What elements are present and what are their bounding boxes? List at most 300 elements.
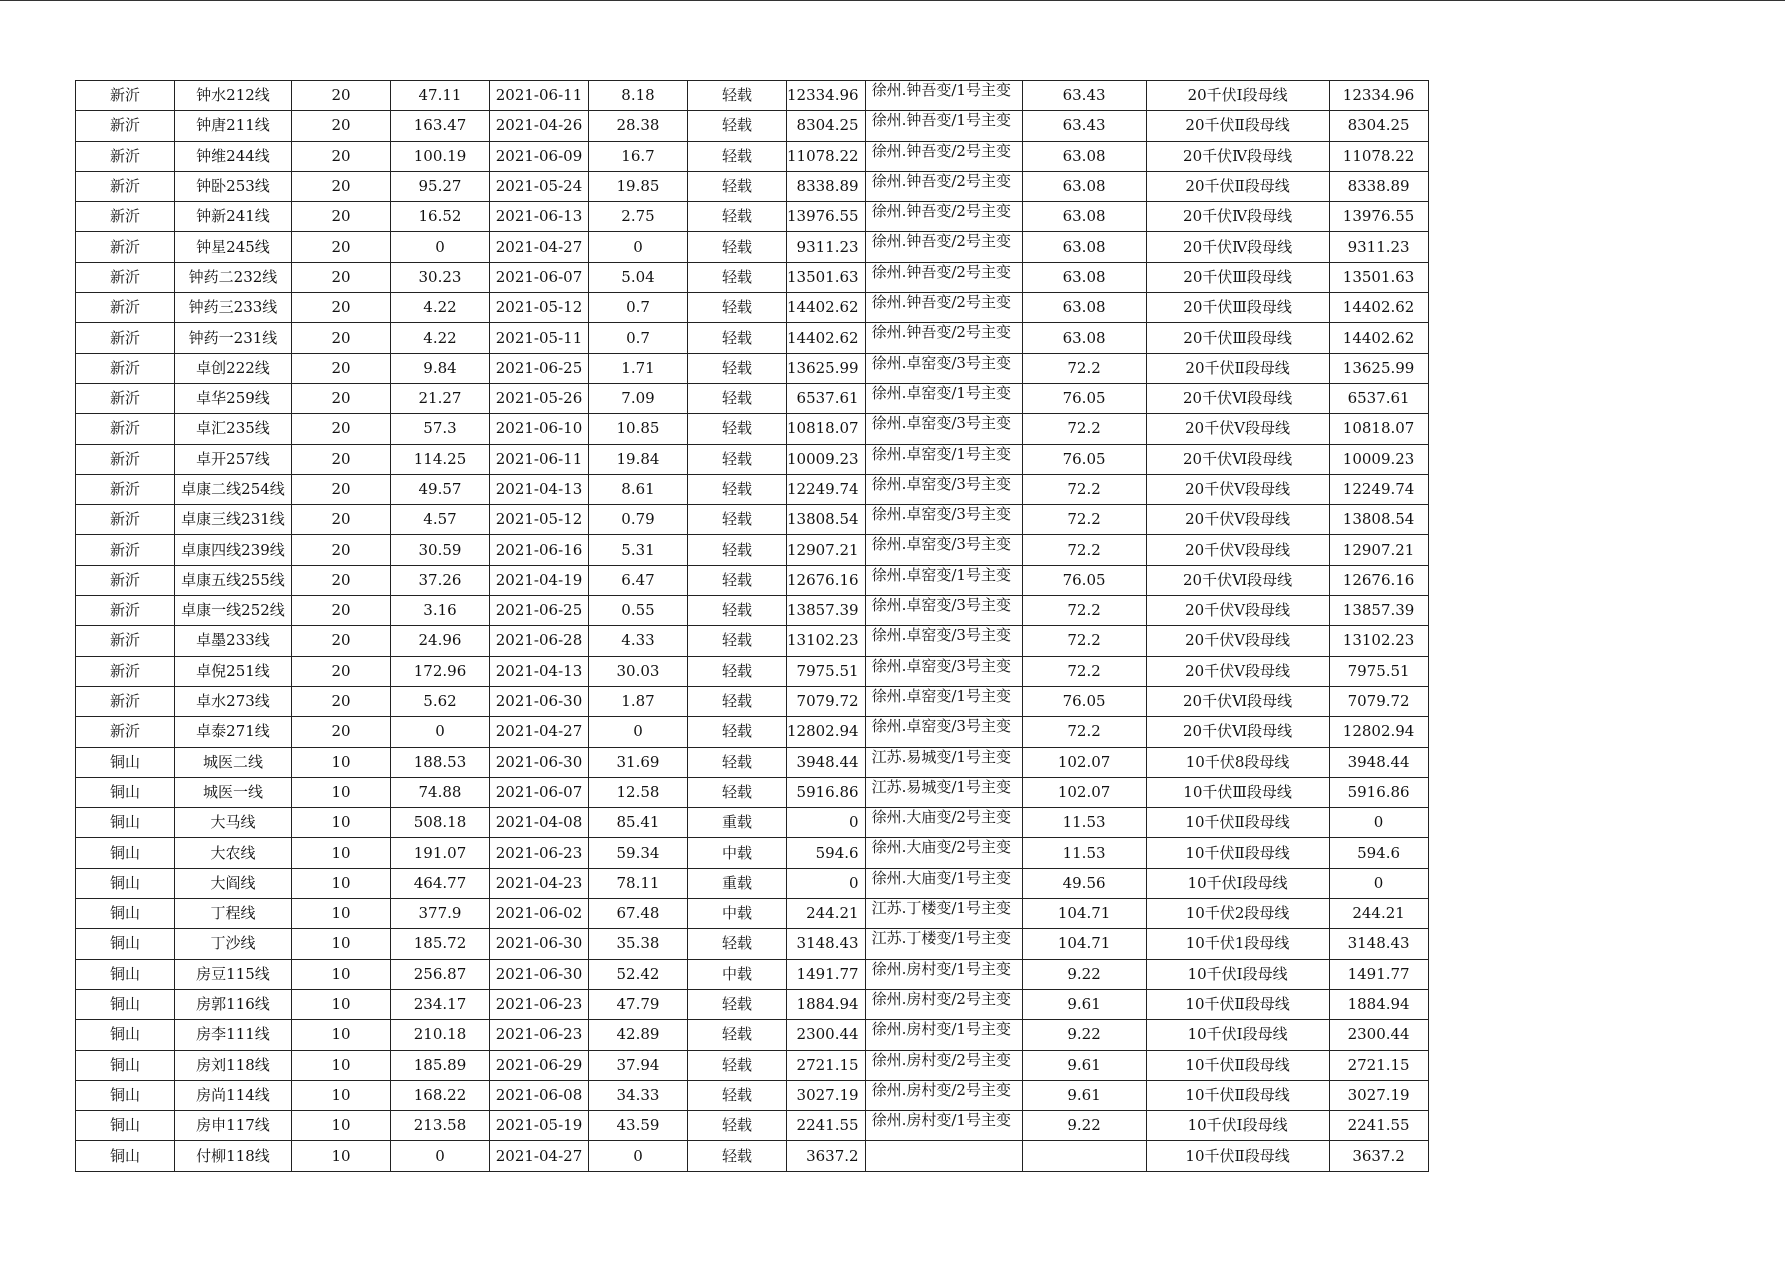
line-name-cell: 房豆115线	[175, 959, 292, 989]
table-row	[76, 353, 1429, 383]
date-cell: 2021-05-24	[490, 171, 589, 201]
table-row	[76, 777, 1429, 807]
table-row	[76, 293, 1429, 323]
line-name-cell: 钟药二232线	[175, 262, 292, 292]
voltage-cell: 20	[292, 293, 391, 323]
transformer-cell: 徐州.钟吾变/2号主变	[865, 202, 1022, 232]
load-status-cell: 轻载	[688, 474, 787, 504]
table-row	[76, 656, 1429, 686]
transformer-cell: 徐州.卓窑变/3号主变	[865, 717, 1022, 747]
table-row	[76, 838, 1429, 868]
load-status-cell: 轻载	[688, 1141, 787, 1171]
available-cell: 2300.44	[1329, 1020, 1428, 1050]
date-cell: 2021-06-30	[490, 929, 589, 959]
line-name-cell: 丁沙线	[175, 929, 292, 959]
capacity-cell: 72.2	[1022, 717, 1146, 747]
current-cell: 100.19	[391, 141, 490, 171]
capacity-cell: 102.07	[1022, 747, 1146, 777]
voltage-cell: 20	[292, 535, 391, 565]
current-cell: 464.77	[391, 868, 490, 898]
load-rate-cell: 35.38	[589, 929, 688, 959]
county-cell: 新沂	[76, 383, 175, 413]
transformer-cell: 徐州.卓窑变/1号主变	[865, 383, 1022, 413]
capacity-cell: 72.2	[1022, 353, 1146, 383]
available-cell: 7975.51	[1329, 656, 1428, 686]
margin-cell: 3948.44	[787, 747, 866, 777]
line-name-cell: 卓创222线	[175, 353, 292, 383]
date-cell: 2021-06-28	[490, 626, 589, 656]
date-cell: 2021-04-08	[490, 808, 589, 838]
capacity-cell	[1022, 1141, 1146, 1171]
load-status-cell: 轻载	[688, 747, 787, 777]
margin-cell: 0	[787, 808, 866, 838]
county-cell: 新沂	[76, 505, 175, 535]
available-cell: 2241.55	[1329, 1111, 1428, 1141]
margin-cell: 0	[787, 868, 866, 898]
margin-cell: 7975.51	[787, 656, 866, 686]
current-cell: 256.87	[391, 959, 490, 989]
date-cell: 2021-05-19	[490, 1111, 589, 1141]
county-cell: 新沂	[76, 232, 175, 262]
county-cell: 新沂	[76, 171, 175, 201]
margin-cell: 594.6	[787, 838, 866, 868]
margin-cell: 13808.54	[787, 505, 866, 535]
table-row	[76, 1141, 1429, 1171]
capacity-cell: 72.2	[1022, 656, 1146, 686]
voltage-cell: 20	[292, 444, 391, 474]
load-status-cell: 轻载	[688, 686, 787, 716]
margin-cell: 1491.77	[787, 959, 866, 989]
current-cell: 30.59	[391, 535, 490, 565]
county-cell: 铜山	[76, 868, 175, 898]
margin-cell: 2721.15	[787, 1050, 866, 1080]
bus-cell: 20千伏Ⅲ段母线	[1146, 293, 1329, 323]
transformer-cell: 徐州.钟吾变/2号主变	[865, 323, 1022, 353]
voltage-cell: 20	[292, 686, 391, 716]
margin-cell: 3637.2	[787, 1141, 866, 1171]
capacity-cell: 104.71	[1022, 899, 1146, 929]
margin-cell: 7079.72	[787, 686, 866, 716]
available-cell: 3027.19	[1329, 1080, 1428, 1110]
load-rate-cell: 43.59	[589, 1111, 688, 1141]
available-cell: 3948.44	[1329, 747, 1428, 777]
transformer-cell: 徐州.房村变/1号主变	[865, 1111, 1022, 1141]
date-cell: 2021-06-25	[490, 596, 589, 626]
load-rate-cell: 47.79	[589, 989, 688, 1019]
transformer-cell: 徐州.卓窑变/3号主变	[865, 596, 1022, 626]
date-cell: 2021-04-27	[490, 232, 589, 262]
margin-cell: 14402.62	[787, 293, 866, 323]
load-rate-cell: 16.7	[589, 141, 688, 171]
margin-cell: 9311.23	[787, 232, 866, 262]
date-cell: 2021-04-27	[490, 717, 589, 747]
date-cell: 2021-04-13	[490, 656, 589, 686]
capacity-cell: 63.08	[1022, 171, 1146, 201]
load-rate-cell: 8.18	[589, 81, 688, 111]
date-cell: 2021-06-11	[490, 444, 589, 474]
county-cell: 铜山	[76, 1050, 175, 1080]
table-row	[76, 989, 1429, 1019]
bus-cell: 10千伏Ⅱ段母线	[1146, 1050, 1329, 1080]
table-row	[76, 717, 1429, 747]
load-status-cell: 轻载	[688, 626, 787, 656]
bus-cell: 20千伏Ⅵ段母线	[1146, 383, 1329, 413]
capacity-cell: 63.43	[1022, 81, 1146, 111]
available-cell: 5916.86	[1329, 777, 1428, 807]
margin-cell: 14402.62	[787, 323, 866, 353]
load-rate-cell: 67.48	[589, 899, 688, 929]
county-cell: 新沂	[76, 596, 175, 626]
table-body	[76, 81, 1429, 1172]
table-row	[76, 868, 1429, 898]
county-cell: 新沂	[76, 686, 175, 716]
voltage-cell: 10	[292, 747, 391, 777]
available-cell: 13808.54	[1329, 505, 1428, 535]
load-status-cell: 轻载	[688, 1050, 787, 1080]
table-row	[76, 232, 1429, 262]
current-cell: 508.18	[391, 808, 490, 838]
load-rate-cell: 28.38	[589, 111, 688, 141]
available-cell: 10009.23	[1329, 444, 1428, 474]
load-status-cell: 轻载	[688, 171, 787, 201]
county-cell: 新沂	[76, 414, 175, 444]
available-cell: 14402.62	[1329, 323, 1428, 353]
county-cell: 新沂	[76, 81, 175, 111]
line-name-cell: 卓泰271线	[175, 717, 292, 747]
voltage-cell: 10	[292, 929, 391, 959]
feeder-load-table	[75, 80, 1429, 1172]
bus-cell: 10千伏Ⅰ段母线	[1146, 1111, 1329, 1141]
bus-cell: 10千伏Ⅰ段母线	[1146, 959, 1329, 989]
voltage-cell: 10	[292, 838, 391, 868]
bus-cell: 10千伏1段母线	[1146, 929, 1329, 959]
voltage-cell: 20	[292, 717, 391, 747]
load-status-cell: 轻载	[688, 777, 787, 807]
date-cell: 2021-05-12	[490, 505, 589, 535]
bus-cell: 20千伏Ⅴ段母线	[1146, 414, 1329, 444]
line-name-cell: 丁程线	[175, 899, 292, 929]
current-cell: 185.89	[391, 1050, 490, 1080]
bus-cell: 20千伏Ⅴ段母线	[1146, 474, 1329, 504]
available-cell: 10818.07	[1329, 414, 1428, 444]
table-row	[76, 171, 1429, 201]
line-name-cell: 钟药三233线	[175, 293, 292, 323]
load-status-cell: 轻载	[688, 81, 787, 111]
county-cell: 铜山	[76, 959, 175, 989]
table-row	[76, 1111, 1429, 1141]
county-cell: 铜山	[76, 1111, 175, 1141]
margin-cell: 244.21	[787, 899, 866, 929]
available-cell: 12802.94	[1329, 717, 1428, 747]
voltage-cell: 10	[292, 989, 391, 1019]
county-cell: 铜山	[76, 747, 175, 777]
available-cell: 1884.94	[1329, 989, 1428, 1019]
margin-cell: 12802.94	[787, 717, 866, 747]
margin-cell: 1884.94	[787, 989, 866, 1019]
load-rate-cell: 34.33	[589, 1080, 688, 1110]
date-cell: 2021-06-09	[490, 141, 589, 171]
available-cell: 12334.96	[1329, 81, 1428, 111]
date-cell: 2021-04-13	[490, 474, 589, 504]
county-cell: 新沂	[76, 444, 175, 474]
transformer-cell: 徐州.大庙变/2号主变	[865, 838, 1022, 868]
voltage-cell: 10	[292, 1111, 391, 1141]
county-cell: 铜山	[76, 777, 175, 807]
voltage-cell: 20	[292, 565, 391, 595]
available-cell: 8338.89	[1329, 171, 1428, 201]
county-cell: 新沂	[76, 262, 175, 292]
date-cell: 2021-04-19	[490, 565, 589, 595]
bus-cell: 20千伏Ⅴ段母线	[1146, 626, 1329, 656]
load-rate-cell: 5.31	[589, 535, 688, 565]
voltage-cell: 10	[292, 1080, 391, 1110]
bus-cell: 10千伏Ⅲ段母线	[1146, 777, 1329, 807]
transformer-cell: 徐州.卓窑变/3号主变	[865, 626, 1022, 656]
bus-cell: 20千伏Ⅲ段母线	[1146, 323, 1329, 353]
load-rate-cell: 1.87	[589, 686, 688, 716]
date-cell: 2021-04-26	[490, 111, 589, 141]
bus-cell: 10千伏Ⅰ段母线	[1146, 1020, 1329, 1050]
load-rate-cell: 59.34	[589, 838, 688, 868]
load-status-cell: 重载	[688, 808, 787, 838]
capacity-cell: 9.61	[1022, 1050, 1146, 1080]
line-name-cell: 房尚114线	[175, 1080, 292, 1110]
load-status-cell: 轻载	[688, 262, 787, 292]
current-cell: 16.52	[391, 202, 490, 232]
current-cell: 5.62	[391, 686, 490, 716]
date-cell: 2021-06-30	[490, 686, 589, 716]
county-cell: 新沂	[76, 353, 175, 383]
capacity-cell: 76.05	[1022, 686, 1146, 716]
capacity-cell: 9.22	[1022, 1020, 1146, 1050]
current-cell: 74.88	[391, 777, 490, 807]
load-rate-cell: 10.85	[589, 414, 688, 444]
transformer-cell: 徐州.卓窑变/3号主变	[865, 505, 1022, 535]
date-cell: 2021-06-10	[490, 414, 589, 444]
load-status-cell: 轻载	[688, 505, 787, 535]
transformer-cell: 江苏.易城变/1号主变	[865, 777, 1022, 807]
county-cell: 铜山	[76, 838, 175, 868]
transformer-cell: 江苏.易城变/1号主变	[865, 747, 1022, 777]
capacity-cell: 63.43	[1022, 111, 1146, 141]
bus-cell: 10千伏Ⅱ段母线	[1146, 1080, 1329, 1110]
margin-cell: 12334.96	[787, 81, 866, 111]
bus-cell: 20千伏Ⅲ段母线	[1146, 262, 1329, 292]
load-status-cell: 轻载	[688, 929, 787, 959]
current-cell: 47.11	[391, 81, 490, 111]
voltage-cell: 20	[292, 232, 391, 262]
load-rate-cell: 1.71	[589, 353, 688, 383]
current-cell: 4.57	[391, 505, 490, 535]
date-cell: 2021-06-25	[490, 353, 589, 383]
load-rate-cell: 0.7	[589, 293, 688, 323]
line-name-cell: 卓康五线255线	[175, 565, 292, 595]
available-cell: 0	[1329, 808, 1428, 838]
load-status-cell: 轻载	[688, 202, 787, 232]
county-cell: 新沂	[76, 474, 175, 504]
current-cell: 24.96	[391, 626, 490, 656]
load-rate-cell: 19.84	[589, 444, 688, 474]
available-cell: 3148.43	[1329, 929, 1428, 959]
line-name-cell: 钟维244线	[175, 141, 292, 171]
load-status-cell: 轻载	[688, 414, 787, 444]
margin-cell: 13976.55	[787, 202, 866, 232]
available-cell: 7079.72	[1329, 686, 1428, 716]
margin-cell: 8304.25	[787, 111, 866, 141]
date-cell: 2021-06-30	[490, 747, 589, 777]
voltage-cell: 10	[292, 1141, 391, 1171]
county-cell: 新沂	[76, 656, 175, 686]
load-rate-cell: 30.03	[589, 656, 688, 686]
capacity-cell: 76.05	[1022, 444, 1146, 474]
load-status-cell: 轻载	[688, 293, 787, 323]
bus-cell: 10千伏2段母线	[1146, 899, 1329, 929]
date-cell: 2021-06-11	[490, 81, 589, 111]
current-cell: 172.96	[391, 656, 490, 686]
current-cell: 21.27	[391, 383, 490, 413]
margin-cell: 11078.22	[787, 141, 866, 171]
load-status-cell: 轻载	[688, 717, 787, 747]
county-cell: 铜山	[76, 1141, 175, 1171]
current-cell: 57.3	[391, 414, 490, 444]
transformer-cell: 江苏.丁楼变/1号主变	[865, 899, 1022, 929]
county-cell: 铜山	[76, 899, 175, 929]
voltage-cell: 10	[292, 1020, 391, 1050]
available-cell: 14402.62	[1329, 293, 1428, 323]
county-cell: 新沂	[76, 626, 175, 656]
current-cell: 185.72	[391, 929, 490, 959]
margin-cell: 8338.89	[787, 171, 866, 201]
line-name-cell: 房刘118线	[175, 1050, 292, 1080]
transformer-cell: 徐州.卓窑变/3号主变	[865, 535, 1022, 565]
table-row	[76, 323, 1429, 353]
available-cell: 11078.22	[1329, 141, 1428, 171]
transformer-cell: 徐州.钟吾变/2号主变	[865, 171, 1022, 201]
line-name-cell: 房申117线	[175, 1111, 292, 1141]
page-top-rule	[0, 0, 1785, 1]
bus-cell: 10千伏Ⅱ段母线	[1146, 838, 1329, 868]
county-cell: 新沂	[76, 202, 175, 232]
date-cell: 2021-06-23	[490, 989, 589, 1019]
capacity-cell: 49.56	[1022, 868, 1146, 898]
table-row	[76, 444, 1429, 474]
load-rate-cell: 19.85	[589, 171, 688, 201]
margin-cell: 12676.16	[787, 565, 866, 595]
bus-cell: 10千伏8段母线	[1146, 747, 1329, 777]
margin-cell: 13501.63	[787, 262, 866, 292]
load-rate-cell: 31.69	[589, 747, 688, 777]
voltage-cell: 20	[292, 202, 391, 232]
voltage-cell: 20	[292, 262, 391, 292]
load-rate-cell: 85.41	[589, 808, 688, 838]
load-rate-cell: 37.94	[589, 1050, 688, 1080]
available-cell: 12907.21	[1329, 535, 1428, 565]
bus-cell: 20千伏Ⅰ段母线	[1146, 81, 1329, 111]
available-cell: 9311.23	[1329, 232, 1428, 262]
available-cell: 12249.74	[1329, 474, 1428, 504]
available-cell: 12676.16	[1329, 565, 1428, 595]
capacity-cell: 63.08	[1022, 202, 1146, 232]
transformer-cell: 徐州.钟吾变/2号主变	[865, 293, 1022, 323]
load-status-cell: 轻载	[688, 141, 787, 171]
transformer-cell	[865, 1141, 1022, 1171]
margin-cell: 13857.39	[787, 596, 866, 626]
line-name-cell: 钟药一231线	[175, 323, 292, 353]
capacity-cell: 63.08	[1022, 293, 1146, 323]
margin-cell: 2300.44	[787, 1020, 866, 1050]
date-cell: 2021-06-07	[490, 777, 589, 807]
table-row	[76, 1080, 1429, 1110]
transformer-cell: 徐州.房村变/2号主变	[865, 1050, 1022, 1080]
date-cell: 2021-06-16	[490, 535, 589, 565]
voltage-cell: 20	[292, 141, 391, 171]
voltage-cell: 10	[292, 899, 391, 929]
line-name-cell: 钟唐211线	[175, 111, 292, 141]
load-status-cell: 轻载	[688, 323, 787, 353]
table-row	[76, 383, 1429, 413]
load-rate-cell: 6.47	[589, 565, 688, 595]
date-cell: 2021-06-07	[490, 262, 589, 292]
transformer-cell: 徐州.房村变/1号主变	[865, 1020, 1022, 1050]
bus-cell: 10千伏Ⅱ段母线	[1146, 989, 1329, 1019]
voltage-cell: 20	[292, 656, 391, 686]
load-rate-cell: 0	[589, 717, 688, 747]
capacity-cell: 63.08	[1022, 323, 1146, 353]
current-cell: 168.22	[391, 1080, 490, 1110]
voltage-cell: 10	[292, 959, 391, 989]
transformer-cell: 徐州.卓窑变/1号主变	[865, 686, 1022, 716]
county-cell: 新沂	[76, 565, 175, 595]
current-cell: 4.22	[391, 293, 490, 323]
transformer-cell: 徐州.钟吾变/2号主变	[865, 262, 1022, 292]
available-cell: 0	[1329, 868, 1428, 898]
capacity-cell: 63.08	[1022, 262, 1146, 292]
load-rate-cell: 0	[589, 1141, 688, 1171]
load-status-cell: 中载	[688, 959, 787, 989]
load-status-cell: 轻载	[688, 535, 787, 565]
bus-cell: 20千伏Ⅴ段母线	[1146, 535, 1329, 565]
voltage-cell: 20	[292, 171, 391, 201]
load-rate-cell: 0.55	[589, 596, 688, 626]
capacity-cell: 63.08	[1022, 141, 1146, 171]
county-cell: 新沂	[76, 293, 175, 323]
voltage-cell: 20	[292, 626, 391, 656]
line-name-cell: 大阎线	[175, 868, 292, 898]
line-name-cell: 卓华259线	[175, 383, 292, 413]
capacity-cell: 72.2	[1022, 596, 1146, 626]
transformer-cell: 徐州.房村变/1号主变	[865, 959, 1022, 989]
line-name-cell: 卓倪251线	[175, 656, 292, 686]
load-status-cell: 轻载	[688, 1080, 787, 1110]
bus-cell: 20千伏Ⅱ段母线	[1146, 171, 1329, 201]
load-rate-cell: 0	[589, 232, 688, 262]
table-row	[76, 565, 1429, 595]
line-name-cell: 卓水273线	[175, 686, 292, 716]
load-rate-cell: 78.11	[589, 868, 688, 898]
available-cell: 2721.15	[1329, 1050, 1428, 1080]
load-status-cell: 轻载	[688, 353, 787, 383]
table-row	[76, 747, 1429, 777]
current-cell: 49.57	[391, 474, 490, 504]
capacity-cell: 76.05	[1022, 383, 1146, 413]
voltage-cell: 20	[292, 414, 391, 444]
load-rate-cell: 2.75	[589, 202, 688, 232]
capacity-cell: 72.2	[1022, 535, 1146, 565]
capacity-cell: 72.2	[1022, 414, 1146, 444]
bus-cell: 20千伏Ⅱ段母线	[1146, 353, 1329, 383]
line-name-cell: 钟水212线	[175, 81, 292, 111]
load-rate-cell: 0.7	[589, 323, 688, 353]
